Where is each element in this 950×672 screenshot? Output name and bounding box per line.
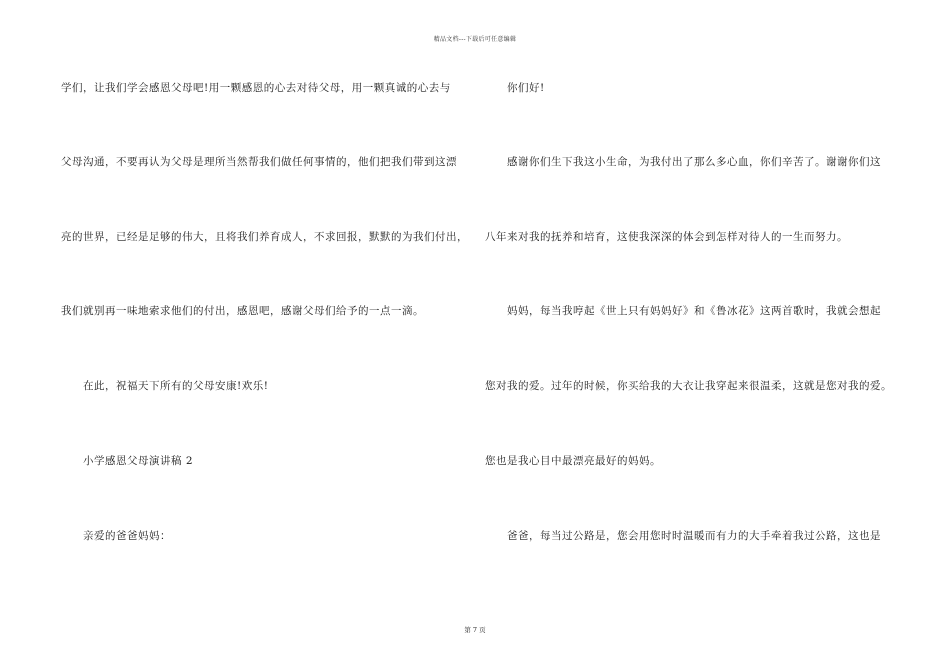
- right-line-5: 您对我的爱。过年的时候，你买给我的大衣让我穿起来很温柔，这就是您对我的爱。: [485, 380, 892, 392]
- right-line-7: 爸爸，每当过公路是，您会用您时时温暖而有力的大手牵着我过公路，这也是: [507, 530, 881, 542]
- right-line-4: 妈妈，每当我哼起《世上只有妈妈好》和《鲁冰花》这两首歌时，我就会想起: [507, 305, 881, 317]
- left-line-5: 在此，祝福天下所有的父母安康!欢乐!: [83, 380, 269, 392]
- right-line-1: 你们好!: [507, 82, 545, 94]
- right-line-6: 您也是我心目中最漂亮最好的妈妈。: [485, 455, 661, 467]
- left-line-4: 我们就别再一味地索求他们的付出，感恩吧，感谢父母们给予的一点一滴。: [61, 305, 424, 317]
- right-text-column: [480, 0, 950, 672]
- page-header-note: 精品文档---下载后可任意编辑: [433, 36, 517, 43]
- page-number: 第 7 页: [464, 626, 486, 634]
- right-line-3: 八年来对我的抚养和培育，这使我深深的体会到怎样对待人的一生而努力。: [485, 231, 848, 243]
- salutation: 亲爱的爸爸妈妈：: [83, 530, 171, 542]
- right-line-2: 感谢你们生下我这小生命，为我付出了那么多心血，你们辛苦了。谢谢你们这: [507, 156, 881, 168]
- section-title: 小学感恩父母演讲稿 2: [83, 455, 194, 467]
- left-line-3: 亮的世界，已经是足够的伟大，且将我们养育成人，不求回报，默默的为我们付出，: [61, 231, 468, 243]
- left-line-2: 父母沟通，不要再认为父母是理所当然帮我们做任何事情的，他们把我们带到这漂: [61, 156, 457, 168]
- left-line-1: 学们，让我们学会感恩父母吧!用一颗感恩的心去对待父母，用一颗真诚的心去与: [61, 82, 451, 94]
